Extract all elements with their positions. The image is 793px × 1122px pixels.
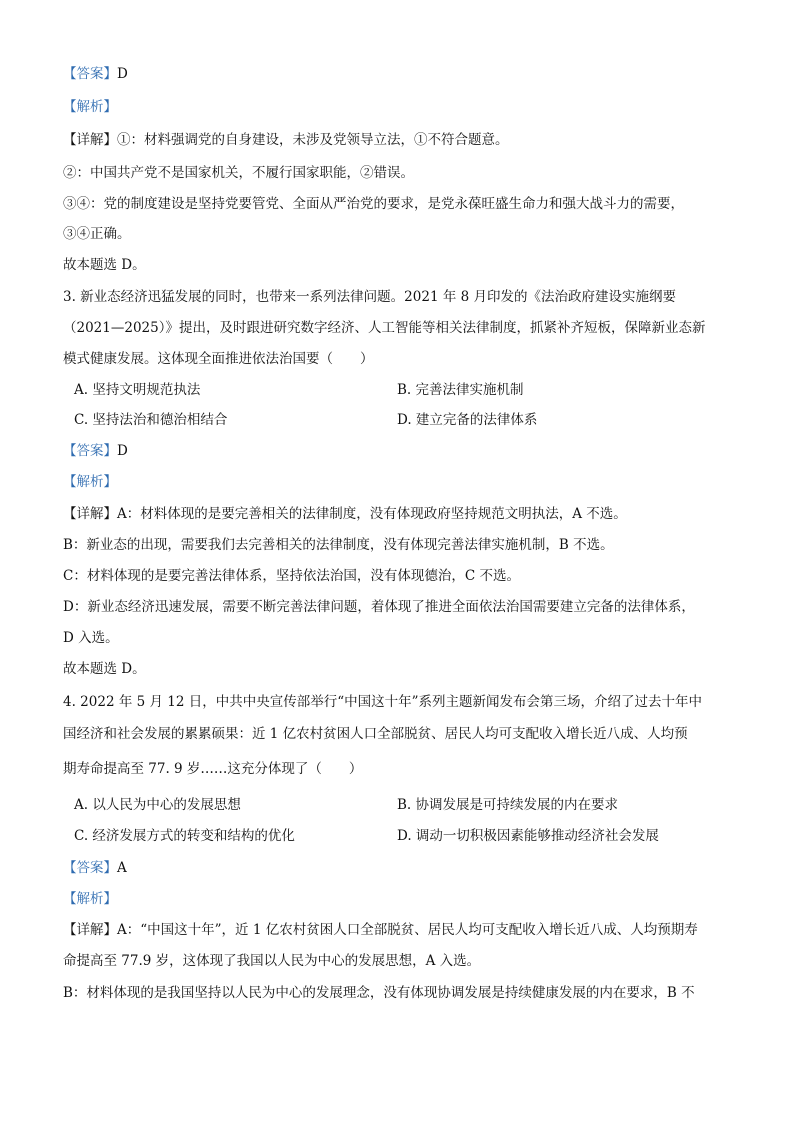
q4-option-a: A. 以人民为中心的发展思想 <box>74 797 241 813</box>
q3-option-b: B. 完善法律实施机制 <box>397 382 524 398</box>
q3-conclusion: 故本题选 D。 <box>63 661 146 677</box>
q4-option-c: C. 经济发展方式的转变和结构的优化 <box>74 828 295 844</box>
q3-detail-line-1 <box>63 504 733 524</box>
q3-detail-line-5: D 入选。 <box>63 630 119 646</box>
q3-detail-line-4: D：新业态经济迅速发展，需要不断完善法律问题，着体现了推进全面依法治国需要建立完备的法律体系， <box>63 599 695 615</box>
detail-tag: 【详解】 <box>63 132 117 148</box>
answer-tag: 【答案】 <box>63 443 117 459</box>
detail-text: A：“中国这十年”，近 1 亿农村贫困人口全部脱贫、居民人均可支配收入增长近八成、人均预期寿 <box>117 922 698 938</box>
q3-answer-line <box>63 441 733 461</box>
detail-tag: 【详解】 <box>63 922 117 938</box>
q4-stem-line-3: 期寿命提高至 77. 9 岁……这充分体现了（ ） <box>63 761 363 777</box>
q4-answer-line <box>63 858 733 878</box>
q4-stem-line-2: 国经济和社会发展的累累硕果：近 1 亿农村贫困人口全部脱贫、居民人均可支配收入增长近八成、人均预 <box>63 726 688 742</box>
q4-stem-line-1: 4. 2022 年 5 月 12 日，中共中央宣传部举行“中国这十年”系列主题新闻发布会第三场，介绍了过去十年中 <box>63 694 703 710</box>
q4-option-d: D. 调动一切积极因素能够推动经济社会发展 <box>397 828 659 844</box>
q3-option-a: A. 坚持文明规范执法 <box>74 382 201 398</box>
q3-detail-line-3: C：材料体现的是要完善法律体系，坚持依法治国，没有体现德治，C 不选。 <box>63 568 520 584</box>
analysis-tag: 【解析】 <box>63 99 117 115</box>
q3-stem-line-3: 模式健康发展。这体现全面推进依法治国要（ ） <box>63 351 374 367</box>
q2-detail-line-1 <box>63 130 733 150</box>
q3-detail-line-2: B：新业态的出现，需要我们去完善相关的法律制度，没有体现完善法律实施机制，B 不选。 <box>63 537 614 553</box>
q2-detail-line-3: ③④：党的制度建设是坚持党要管党、全面从严治党的要求，是党永葆旺盛生命力和强大战斗力的需要， <box>63 196 684 212</box>
answer-value: A <box>117 860 127 876</box>
answer-tag: 【答案】 <box>63 66 117 82</box>
q4-detail-line-1 <box>63 920 733 940</box>
q3-option-c: C. 坚持法治和德治相结合 <box>74 412 228 428</box>
q3-stem-line-2: （2021—2025）》提出，及时跟进研究数字经济、人工智能等相关法律制度，抓紧补齐短板，保障新业态新 <box>63 320 706 336</box>
q2-detail-line-4: ③④正确。 <box>63 226 131 242</box>
q3-option-d: D. 建立完备的法律体系 <box>397 412 538 428</box>
detail-text: ①：材料强调党的自身建设，未涉及党领导立法，①不符合题意。 <box>117 132 509 148</box>
answer-value: D <box>117 443 128 459</box>
answer-value: D <box>117 66 128 82</box>
detail-tag: 【详解】 <box>63 506 117 522</box>
q4-option-b: B. 协调发展是可持续发展的内在要求 <box>397 797 619 813</box>
answer-tag: 【答案】 <box>63 860 117 876</box>
analysis-tag: 【解析】 <box>63 474 117 490</box>
detail-text: A：材料体现的是要完善相关的法律制度，没有体现政府坚持规范文明执法，A 不选。 <box>117 506 627 522</box>
q2-conclusion: 故本题选 D。 <box>63 257 146 273</box>
q4-detail-line-2: 命提高至 77.9 岁，这体现了我国以人民为中心的发展思想，A 入选。 <box>63 953 481 969</box>
q4-detail-line-3: B：材料体现的是我国坚持以人民为中心的发展理念，没有体现协调发展是持续健康发展的内在要求，B 不 <box>63 985 695 1001</box>
q3-stem-line-1: 3. 新业态经济迅猛发展的同时，也带来一系列法律问题。2021 年 8 月印发的《法治政府建设实施纲要 <box>63 289 676 305</box>
analysis-tag: 【解析】 <box>63 891 117 907</box>
q2-detail-line-2: ②：中国共产党不是国家机关，不履行国家职能，②错误。 <box>63 165 414 181</box>
q2-answer-line <box>63 64 733 84</box>
